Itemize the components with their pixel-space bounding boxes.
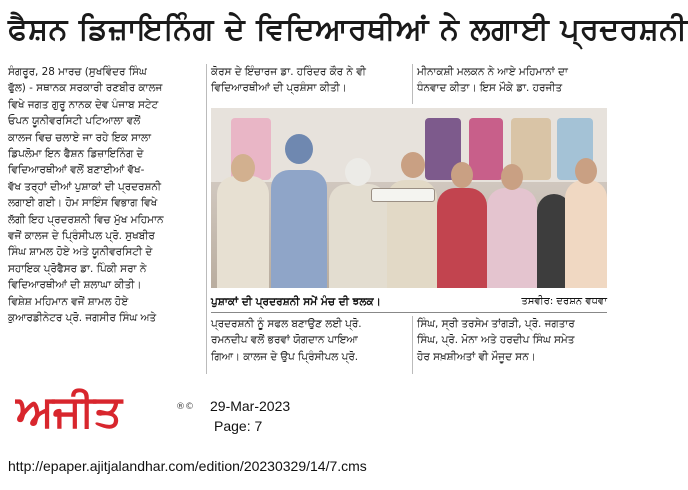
person-head bbox=[345, 158, 371, 186]
article-line: ਵਜੋਂ ਕਾਲਜ ਦੇ ਪ੍ਰਿੰਸੀਪਲ ਪ੍ਰੋ. ਸੁਖਬੀਰ bbox=[8, 230, 155, 243]
photo-caption-text: ਪੁਸ਼ਾਕਾਂ ਦੀ ਪ੍ਰਦਰਸ਼ਨੀ ਸਮੇਂ ਮੰਚ ਦੀ ਝਲਕ। bbox=[211, 296, 381, 308]
article-line: ਓਪਨ ਯੂਨੀਵਰਸਿਟੀ ਪਟਿਆਲਾ ਵਲੋਂ bbox=[8, 115, 141, 128]
article-line: ਫੁੱਲ) - ਸਥਾਨਕ ਸਰਕਾਰੀ ਰਣਬੀਰ ਕਾਲਜ bbox=[8, 82, 163, 95]
headline: ਫੈਸ਼ਨ ਡਿਜ਼ਾਇਨਿੰਗ ਦੇ ਵਿਦਿਆਰਥੀਆਂ ਨੇ ਲਗਾਈ ਪ੍ਰਦਰਸ਼ਨੀ bbox=[8, 12, 688, 47]
article-column-2-top bbox=[211, 64, 409, 104]
person-figure bbox=[437, 188, 487, 288]
news-photo bbox=[211, 108, 607, 288]
photo-credit: ਤਸਵੀਰ: ਦਰਸ਼ਨ ਵਧਵਾ bbox=[521, 296, 607, 307]
photo-caption bbox=[211, 292, 607, 312]
article-line: ਸਹਾਇਕ ਪ੍ਰੋਫੈਸਰ ਡਾ. ਪਿੰਕੀ ਸਰਾ ਨੇ bbox=[8, 262, 147, 275]
newspaper-logo: ਅਜੀਤ bbox=[16, 386, 121, 437]
article-column-2-bottom bbox=[211, 316, 409, 374]
article-line: ਰਮਨਦੀਪ ਵਲੋਂ ਭਰਵਾਂ ਯੋਗਦਾਨ ਪਾਇਆ bbox=[211, 334, 358, 347]
article-line: ਵਿਦਿਆਰਥੀਆਂ ਦੀ ਸ਼ਲਾਘਾ ਕੀਤੀ। bbox=[8, 279, 142, 292]
article-line: ਕਾਲਜ ਵਿਚ ਚਲਾਏ ਜਾ ਰਹੇ ਇਕ ਸਾਲਾ bbox=[8, 131, 152, 144]
article-line: ਡਿਪਲੋਮਾ ਇਨ ਫੈਸ਼ਨ ਡਿਜ਼ਾਇਨਿੰਗ ਦੇ bbox=[8, 148, 144, 161]
page-number: Page: 7 bbox=[214, 418, 263, 434]
registered-mark: ®© bbox=[176, 402, 194, 412]
article-line: ਪ੍ਰਦਰਸ਼ਨੀ ਨੂੰ ਸਫਲ ਬਣਾਉਣ ਲਈ ਪ੍ਰੋ. bbox=[211, 318, 362, 330]
person-head bbox=[401, 152, 425, 178]
column-divider bbox=[412, 64, 413, 104]
column-divider bbox=[412, 316, 413, 374]
article-line: ਵਿਦਿਆਰਥੀਆਂ ਦੀ ਪ੍ਰਸ਼ੰਸਾ ਕੀਤੀ। bbox=[211, 82, 347, 95]
article-column-1 bbox=[8, 64, 204, 374]
article-line: ਸਿੰਘ, ਸ੍ਰੀ ਤਰਸੇਮ ਤਾਂਗੜੀ, ਪ੍ਰੋ. ਜਗਤਾਰ bbox=[417, 318, 575, 330]
article-line: ਮੀਨਾਕਸ਼ੀ ਮਲਕਨ ਨੇ ਆਏ ਮਹਿਮਾਨਾਂ ਦਾ bbox=[417, 66, 568, 78]
source-url: http://epaper.ajitjalandhar.com/edition/20230329/14/7.cms bbox=[8, 458, 367, 474]
article-column-3-bottom bbox=[417, 316, 616, 374]
person-head bbox=[575, 158, 597, 184]
article-line: ਵਿਖੇ ਜਗਤ ਗੁਰੂ ਨਾਨਕ ਦੇਵ ਪੰਜਾਬ ਸਟੇਟ bbox=[8, 98, 159, 111]
article-line: ਸਿੰਘ ਸ਼ਾਮਲ ਹੋਏ ਅਤੇ ਯੂਨੀਵਰਸਿਟੀ ਦੇ bbox=[8, 246, 153, 259]
person-figure bbox=[217, 176, 269, 288]
article-line: ਵੱਖ ਤਰ੍ਹਾਂ ਦੀਆਂ ਪੁਸ਼ਾਕਾਂ ਦੀ ਪ੍ਰਦਰਸ਼ਨੀ bbox=[8, 180, 161, 193]
article-line: ਕੋਰਸ ਦੇ ਇੰਚਾਰਜ ਡਾ. ਹਰਿੰਦਰ ਕੌਰ ਨੇ ਵੀ bbox=[211, 66, 366, 78]
article-line: ਹੋਰ ਸਖ਼ਸ਼ੀਅਤਾਂ ਵੀ ਮੌਜੂਦ ਸਨ। bbox=[417, 350, 536, 363]
article-line: ਲਗਾਈ ਗਈ। ਹੋਮ ਸਾਇੰਸ ਵਿਭਾਗ ਵਿਖੇ bbox=[8, 197, 158, 210]
person-figure bbox=[565, 180, 607, 288]
article-column-3-top bbox=[417, 64, 616, 104]
person-head bbox=[285, 134, 313, 164]
article-line: ਧੰਨਵਾਦ ਕੀਤਾ। ਇਸ ਮੌਕੇ ਡਾ. ਹਰਜੀਤ bbox=[417, 82, 563, 95]
article-line: ਗਿਆ। ਕਾਲਜ ਦੇ ਉਪ ਪ੍ਰਿੰਸੀਪਲ ਪ੍ਰੋ. bbox=[211, 350, 359, 363]
person-head bbox=[231, 154, 255, 182]
person-figure bbox=[271, 170, 327, 288]
person-head bbox=[451, 162, 473, 188]
article-line: ਲੱਗੀ ਇਹ ਪ੍ਰਦਰਸ਼ਨੀ ਵਿਚ ਮੁੱਖ ਮਹਿਮਾਨ bbox=[8, 213, 164, 226]
caption-rule bbox=[211, 312, 607, 313]
article-line: ਵਿਦਿਆਰਥੀਆਂ ਵਲੋਂ ਬਣਾਈਆਂ ਵੱਖ- bbox=[8, 164, 145, 177]
person-figure bbox=[487, 188, 537, 288]
edition-date: 29-Mar-2023 bbox=[210, 398, 291, 414]
column-divider bbox=[206, 64, 207, 374]
article-line: ਸਿੰਘ, ਪ੍ਰੋ. ਮੋਨਾ ਅਤੇ ਹਰਦੀਪ ਸਿੰਘ ਸਮੇਤ bbox=[417, 334, 575, 347]
exhibition-fabric-roll bbox=[371, 188, 435, 202]
article-line: ਕੁਆਰਡੀਨੇਟਰ ਪ੍ਰੋ. ਜਗਸੀਰ ਸਿੰਘ ਅਤੇ bbox=[8, 312, 157, 325]
person-head bbox=[501, 164, 523, 190]
article-line: ਵਿਸ਼ੇਸ਼ ਮਹਿਮਾਨ ਵਜੋਂ ਸ਼ਾਮਲ ਹੋਏ bbox=[8, 295, 129, 308]
dress-display bbox=[469, 118, 503, 180]
article-line: ਸੰਗਰੂਰ, 28 ਮਾਰਚ (ਸੁਖਵਿੰਦਰ ਸਿੰਘ bbox=[8, 66, 147, 78]
